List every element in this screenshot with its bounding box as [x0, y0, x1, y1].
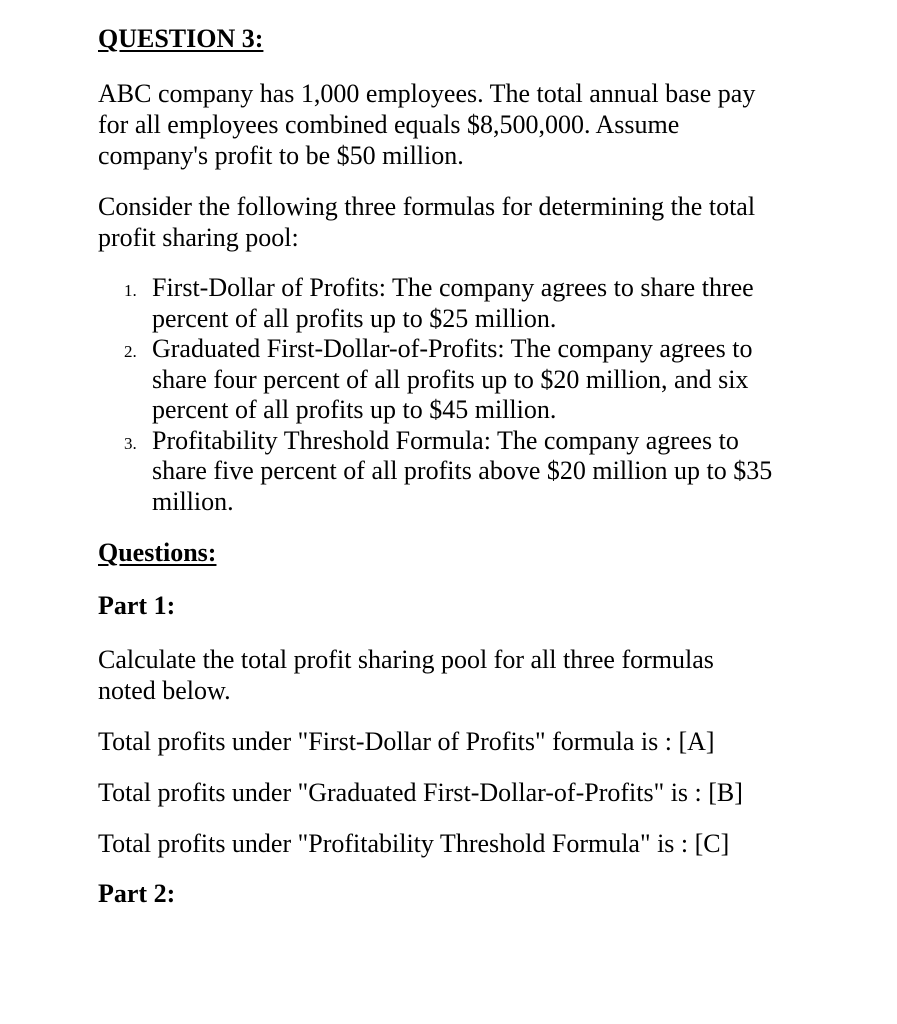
- result-line-c: Total profits under "Profitability Threshold Formula" is : [C]: [98, 829, 730, 858]
- result-line-a: Total profits under "First-Dollar of Profits" formula is : [A]: [98, 727, 715, 756]
- formula-list: [98, 273, 858, 517]
- formula-line: Profitability Threshold Formula: The company agrees to: [152, 425, 739, 455]
- part-1-heading: Part 1:: [98, 591, 176, 620]
- intro-line: for all employees combined equals $8,500,000. Assume: [98, 110, 680, 139]
- formula-number: 2.: [124, 342, 137, 361]
- formula-line: Graduated First-Dollar-of-Profits: The company agrees to: [152, 334, 753, 363]
- consider-paragraph: [98, 191, 818, 253]
- formula-number: 3.: [124, 433, 137, 453]
- formula-item-threshold: [98, 426, 858, 518]
- intro-line: ABC company has 1,000 employees. The total annual base pay: [98, 79, 756, 108]
- formula-line: percent of all profits up to $45 million.: [152, 395, 557, 424]
- calc-line: Calculate the total profit sharing pool for all three formulas: [98, 645, 714, 674]
- consider-line: profit sharing pool:: [98, 223, 299, 252]
- intro-paragraph: [98, 78, 818, 171]
- formula-line: percent of all profits up to $25 million.: [152, 303, 557, 333]
- result-line-b: Total profits under "Graduated First-Dollar-of-Profits" is : [B]: [98, 778, 743, 807]
- consider-line: Consider the following three formulas for determining the total: [98, 192, 756, 221]
- intro-line: company's profit to be $50 million.: [98, 141, 464, 170]
- question-heading: QUESTION 3:: [98, 24, 264, 53]
- formula-line: share five percent of all profits above $20 million up to $35: [152, 456, 773, 485]
- part-2-heading: Part 2:: [98, 879, 176, 908]
- calc-line: noted below.: [98, 676, 231, 705]
- formula-item-first-dollar: [98, 273, 858, 334]
- formula-item-graduated: [98, 334, 858, 426]
- formula-line: share four percent of all profits up to $20 million, and six: [152, 364, 749, 394]
- formula-line: million.: [152, 486, 234, 516]
- calc-paragraph: [98, 644, 818, 706]
- formula-line: First-Dollar of Profits: The company agrees to share three: [152, 273, 754, 302]
- questions-heading: Questions:: [98, 538, 217, 567]
- formula-number: 1.: [124, 281, 137, 300]
